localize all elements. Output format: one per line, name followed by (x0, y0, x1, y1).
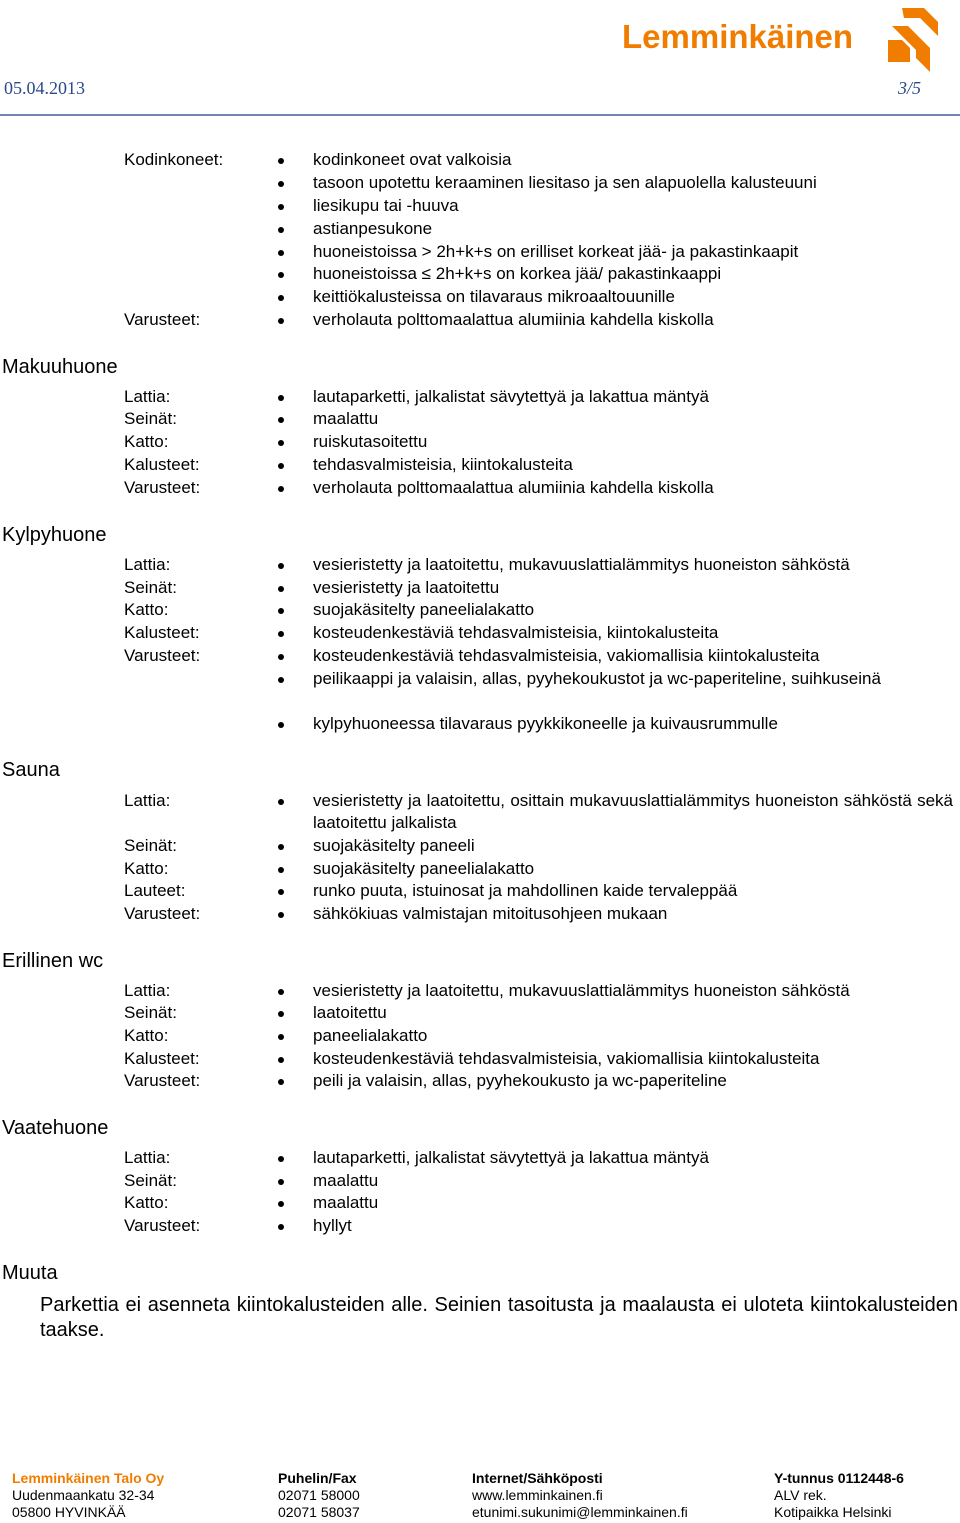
bullet-icon (278, 563, 284, 569)
spec-text: laatoitettu (313, 1003, 387, 1022)
page-footer (0, 1470, 960, 1523)
spec-label: Seinät: (124, 836, 177, 855)
bullet-icon (278, 912, 284, 918)
spec-text: runko puuta, istuinosat ja mahdollinen kaide tervaleppää (313, 881, 738, 900)
bullet-icon (278, 1201, 284, 1207)
bullet-icon (278, 654, 284, 660)
spec-text: liesikupu tai -huuva (313, 196, 459, 215)
bullet-icon (278, 1079, 284, 1085)
bullet-icon (278, 889, 284, 895)
spec-text: hyllyt (313, 1216, 352, 1235)
bullet-icon (278, 989, 284, 995)
spec-text: kosteudenkestäviä tehdasvalmisteisia, kiintokalusteita (313, 623, 719, 642)
bullet-icon (278, 463, 284, 469)
document-date: 05.04.2013 (4, 78, 85, 98)
spec-text: maalattu (313, 1171, 379, 1190)
spec-text: tehdasvalmisteisia, kiintokalusteita (313, 455, 573, 474)
spec-text: paneelialakatto (313, 1026, 428, 1045)
bullet-icon (278, 486, 284, 492)
bullet-icon (278, 1179, 284, 1185)
footer-domicile: Kotipaikka Helsinki (774, 1504, 892, 1520)
section-title-vaatehuone: Vaatehuone (2, 1117, 109, 1139)
footer-business-id: Y-tunnus 0112448-6 (774, 1470, 904, 1486)
footer-phone-heading: Puhelin/Fax (278, 1470, 357, 1486)
spec-text: astianpesukone (313, 219, 433, 238)
spec-label: Kalusteet: (124, 455, 200, 474)
spec-label: Lattia: (124, 981, 171, 1000)
section-title-sauna: Sauna (2, 759, 60, 781)
muuta-paragraph: Parkettia ei asenneta kiintokalusteiden alle. Seinien tasoitusta ja maalausta ei uloteta kiintokalusteiden taakse. (40, 1294, 958, 1341)
section-title-kylpyhuone: Kylpyhuone (2, 524, 107, 546)
bullet-icon (278, 1034, 284, 1040)
footer-company-name: Lemminkäinen Talo Oy (12, 1470, 165, 1486)
spec-label: Lattia: (124, 555, 171, 574)
spec-text: huoneistoissa > 2h+k+s on erilliset korkeat jää- ja pakastinkaapit (313, 242, 799, 261)
footer-vat: ALV rek. (774, 1487, 827, 1503)
spec-text: vesieristetty ja laatoitettu, mukavuuslattialämmitys huoneiston sähköstä (313, 555, 850, 574)
spec-text: ruiskutasoitettu (313, 432, 428, 451)
spec-text: lautaparketti, jalkalistat sävytettyä ja lakattua mäntyä (313, 1148, 709, 1167)
spec-text: suojakäsitelty paneeli (313, 836, 475, 855)
company-logo (622, 6, 942, 74)
footer-company (12, 1470, 164, 1521)
spec-label: Seinät: (124, 1171, 177, 1190)
spec-label: Varusteet: (124, 904, 201, 923)
logo-mark-icon (884, 6, 940, 74)
bullet-icon (278, 204, 284, 210)
bullet-icon (278, 295, 284, 301)
bullet-icon (278, 440, 284, 446)
spec-label: Lauteet: (124, 881, 186, 900)
spec-label: Lattia: (124, 1148, 171, 1167)
spec-text: maalattu (313, 1193, 379, 1212)
bullet-icon (278, 677, 284, 683)
bullet-icon (278, 158, 284, 164)
footer-postcode: 05800 HYVINKÄÄ (12, 1504, 126, 1520)
spec-label: Kalusteet: (124, 1049, 200, 1068)
footer-email-link[interactable]: etunimi.sukunimi@lemminkainen.fi (472, 1504, 688, 1520)
spec-text: suojakäsitelty paneelialakatto (313, 600, 535, 619)
bullet-icon (278, 395, 284, 401)
spec-text: vesieristetty ja laatoitettu, osittain mukavuuslattialämmitys huoneiston sähköstä sekä laatoitettu jalkalista (313, 791, 953, 832)
spec-label: Varusteet: (124, 1071, 201, 1090)
bullet-icon (278, 227, 284, 233)
section-title-muuta: Muuta (2, 1262, 58, 1284)
section-title-makuuhuone: Makuuhuone (2, 356, 118, 378)
spec-text: verholauta polttomaalattua alumiinia kahdella kiskolla (313, 478, 714, 497)
footer-internet-heading: Internet/Sähköposti (472, 1470, 603, 1486)
spec-text: lautaparketti, jalkalistat sävytettyä ja lakattua mäntyä (313, 387, 709, 406)
bullet-icon (278, 1057, 284, 1063)
bullet-icon (278, 272, 284, 278)
spec-label: Varusteet: (124, 1216, 201, 1235)
bullet-icon (278, 867, 284, 873)
spec-text: peili ja valaisin, allas, pyyhekoukusto ja wc-paperiteline (313, 1071, 727, 1090)
spec-label: Seinät: (124, 1003, 177, 1022)
spec-label: Varusteet: (124, 646, 201, 665)
bullet-icon (278, 318, 284, 324)
spec-text: maalattu (313, 409, 379, 428)
spec-text: suojakäsitelty paneelialakatto (313, 859, 535, 878)
logo-wordmark: Lemminkäinen (622, 18, 854, 55)
spec-label: Kodinkoneet: (124, 150, 224, 169)
bullet-icon (278, 722, 284, 728)
spec-label: Lattia: (124, 387, 171, 406)
bullet-icon (278, 586, 284, 592)
footer-internet (472, 1470, 688, 1521)
bullet-icon (278, 1156, 284, 1162)
spec-label: Katto: (124, 859, 169, 878)
spec-label: Katto: (124, 600, 169, 619)
spec-label: Katto: (124, 1026, 169, 1045)
spec-text: vesieristetty ja laatoitettu (313, 578, 500, 597)
spec-text: huoneistoissa ≤ 2h+k+s on korkea jää/ pakastinkaappi (313, 264, 722, 283)
spec-label: Seinät: (124, 578, 177, 597)
spec-text: sähkökiuas valmistajan mitoitusohjeen mukaan (313, 904, 668, 923)
bullet-icon (278, 799, 284, 805)
header-divider (0, 114, 960, 116)
bullet-icon (278, 608, 284, 614)
spec-label: Seinät: (124, 409, 177, 428)
bullet-icon (278, 844, 284, 850)
bullet-icon (278, 631, 284, 637)
footer-phone-number: 02071 58000 (278, 1487, 360, 1503)
spec-text: peilikaappi ja valaisin, allas, pyyhekoukustot ja wc-paperiteline, suihkuseinä (313, 669, 881, 688)
bullet-icon (278, 1224, 284, 1230)
footer-registration (774, 1470, 904, 1521)
spec-text: kosteudenkestäviä tehdasvalmisteisia, vakiomallisia kiintokalusteita (313, 1049, 820, 1068)
spec-text: keittiökalusteissa on tilavaraus mikroaaltouunille (313, 287, 675, 306)
footer-phone (278, 1470, 360, 1521)
spec-label: Varusteet: (124, 478, 201, 497)
spec-label: Lattia: (124, 791, 171, 810)
spec-text: kodinkoneet ovat valkoisia (313, 150, 512, 169)
bullet-icon (278, 250, 284, 256)
footer-fax-number: 02071 58037 (278, 1504, 360, 1520)
spec-text: kosteudenkestäviä tehdasvalmisteisia, vakiomallisia kiintokalusteita (313, 646, 820, 665)
spec-text: vesieristetty ja laatoitettu, mukavuuslattialämmitys huoneiston sähköstä (313, 981, 850, 1000)
bullet-icon (278, 1011, 284, 1017)
spec-label: Varusteet: (124, 310, 201, 329)
footer-website-link[interactable]: www.lemminkainen.fi (472, 1487, 603, 1503)
bullet-icon (278, 181, 284, 187)
spec-text: tasoon upotettu keraaminen liesitaso ja sen alapuolella kalusteuuni (313, 173, 817, 192)
section-title-erillinen-wc: Erillinen wc (2, 950, 104, 972)
spec-label: Katto: (124, 1193, 169, 1212)
spec-text: verholauta polttomaalattua alumiinia kahdella kiskolla (313, 310, 714, 329)
spec-label: Kalusteet: (124, 623, 200, 642)
spec-label: Katto: (124, 432, 169, 451)
spec-text: kylpyhuoneessa tilavaraus pyykkikoneelle ja kuivausrummulle (313, 714, 778, 733)
footer-address: Uudenmaankatu 32-34 (12, 1487, 155, 1503)
bullet-icon (278, 417, 284, 423)
page-number: 3/5 (898, 78, 922, 98)
